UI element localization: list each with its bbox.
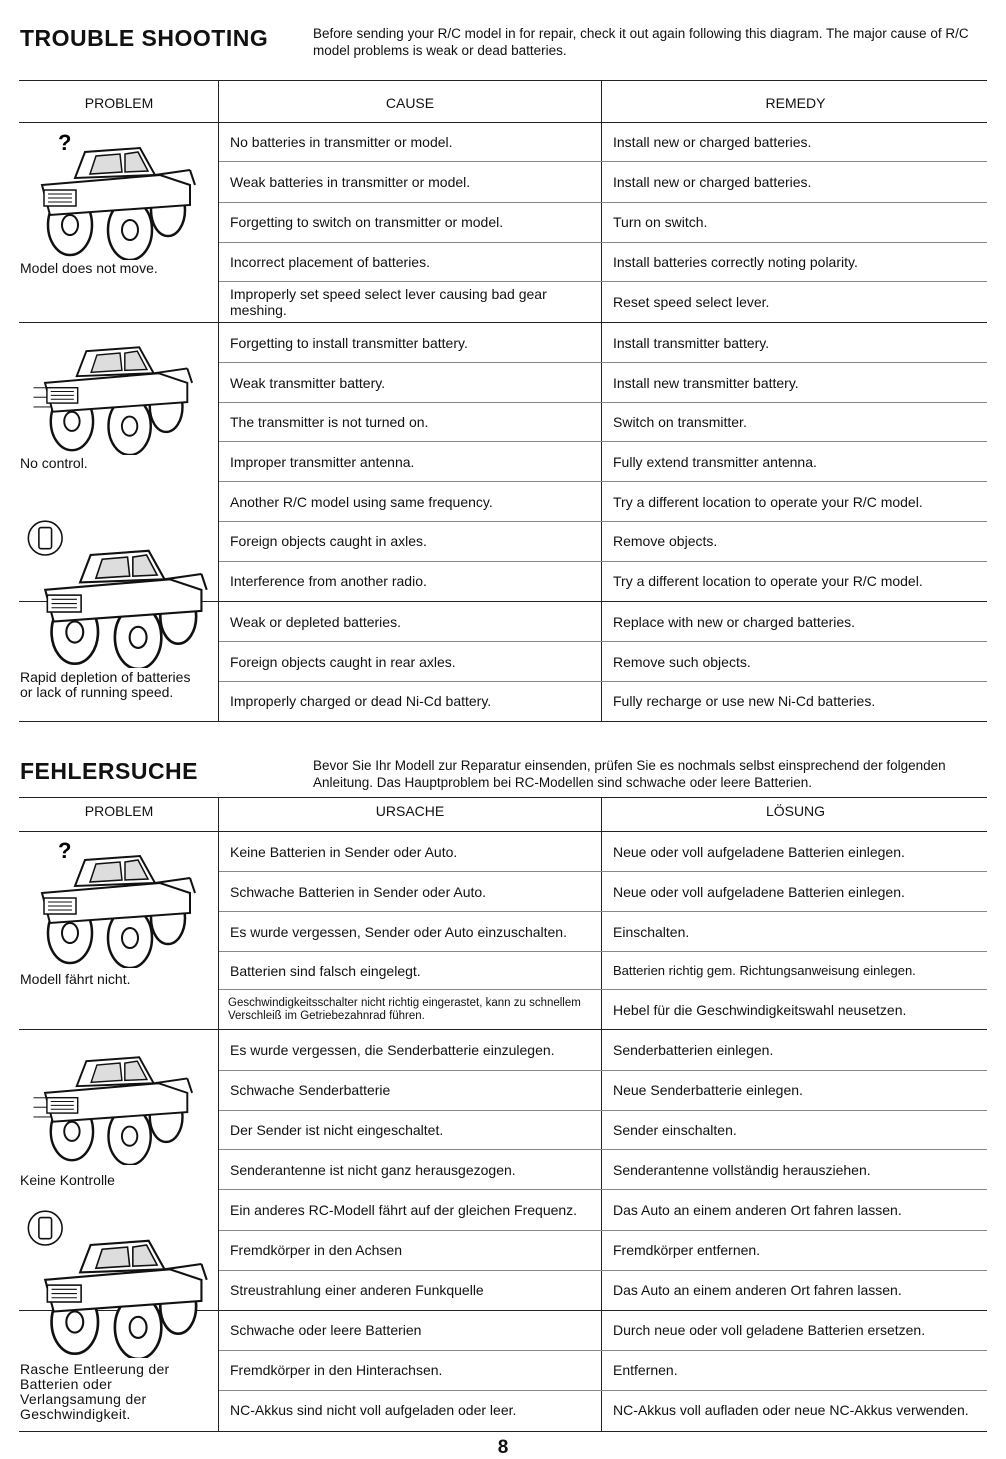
problem-label: Model does not move. <box>20 260 158 276</box>
cause-cell: Der Sender ist nicht eingeschaltet. <box>230 1122 444 1138</box>
cause-cell: Interference from another radio. <box>230 573 427 589</box>
remedy-cell: Sender einschalten. <box>613 1122 737 1138</box>
cause-cell: Weak transmitter battery. <box>230 375 386 391</box>
remedy-cell: Fully extend transmitter antenna. <box>613 454 817 470</box>
table-border-top <box>19 80 987 81</box>
cause-cell: Streustrahlung einer anderen Funkquelle <box>230 1282 484 1298</box>
problem-label: Rasche Entleerung der Batterien oder Verlangsamung der Geschwindigkeit. <box>20 1361 170 1422</box>
cause-cell: Keine Batterien in Sender oder Auto. <box>230 844 458 860</box>
header-cause: CAUSE <box>385 95 435 111</box>
column-divider <box>218 80 219 721</box>
cause-cell: Improperly set speed select lever causing bad gear meshing. <box>230 286 547 318</box>
cause-cell: Improperly charged or dead Ni-Cd battery. <box>230 693 492 709</box>
problem-label: Rapid depletion of batteries or lack of running speed. <box>20 669 191 700</box>
remedy-cell: Reset speed select lever. <box>613 294 770 310</box>
remedy-cell: Neue Senderbatterie einlegen. <box>613 1082 803 1098</box>
cause-cell: Another R/C model using same frequency. <box>230 494 493 510</box>
cause-cell: Weak batteries in transmitter or model. <box>230 174 471 190</box>
cause-cell: Foreign objects caught in rear axles. <box>230 654 456 670</box>
remedy-cell: Neue oder voll aufgeladene Batterien einlegen. <box>613 884 905 900</box>
cause-cell: Incorrect placement of batteries. <box>230 254 430 270</box>
remedy-cell: Einschalten. <box>613 924 690 940</box>
header-problem: PROBLEM <box>84 95 154 111</box>
table-border-bottom <box>19 1431 987 1432</box>
problem-label: Keine Kontrolle <box>20 1172 115 1188</box>
column-divider <box>601 80 602 721</box>
page-number: 8 <box>497 1437 509 1458</box>
truck-illustration <box>30 1040 210 1165</box>
truck-illustration <box>22 518 212 668</box>
cause-cell: Es wurde vergessen, Sender oder Auto einzuschalten. <box>230 924 567 940</box>
cause-cell: Fremdkörper in den Hinterachsen. <box>230 1362 443 1378</box>
cause-cell: No batteries in transmitter or model. <box>230 134 453 150</box>
cause-cell: Fremdkörper in den Achsen <box>230 1242 402 1258</box>
cause-cell: Es wurde vergessen, die Senderbatterie einzulegen. <box>230 1042 555 1058</box>
truck-illustration <box>30 130 210 260</box>
cause-cell: Schwache oder leere Batterien <box>230 1322 422 1338</box>
section-title-german: FEHLERSUCHE <box>20 758 199 784</box>
remedy-cell: Entfernen. <box>613 1362 678 1378</box>
remedy-cell: NC-Akkus voll aufladen oder neue NC-Akkus verwenden. <box>613 1402 969 1418</box>
truck-illustration <box>30 838 210 968</box>
intro-text-german: Bevor Sie Ihr Modell zur Reparatur einsenden, prüfen Sie es nochmals selbst einsprechend der folgenden Anleitung. Das Hauptproblem bei RC-Modellen sind schwache oder leere Batterien. <box>313 758 946 790</box>
header-problem: PROBLEM <box>84 803 154 819</box>
svg-text:?: ? <box>58 130 72 155</box>
remedy-cell: Install transmitter battery. <box>613 335 770 351</box>
remedy-cell: Install new or charged batteries. <box>613 174 812 190</box>
remedy-cell: Hebel für die Geschwindigkeitswahl neusetzen. <box>613 1002 907 1018</box>
header-cause: URSACHE <box>375 803 445 819</box>
cause-cell: The transmitter is not turned on. <box>230 414 429 430</box>
cause-cell: Forgetting to install transmitter battery. <box>230 335 468 351</box>
intro-text-english: Before sending your R/C model in for repair, check it out again following this diagram. The major cause of R/C model problems is weak or dead batteries. <box>313 26 969 58</box>
remedy-cell: Fully recharge or use new Ni-Cd batteries. <box>613 693 876 709</box>
cause-cell: NC-Akkus sind nicht voll aufgeladen oder leer. <box>230 1402 517 1418</box>
remedy-cell: Try a different location to operate your R/C model. <box>613 573 923 589</box>
cause-cell: Schwache Senderbatterie <box>230 1082 391 1098</box>
cause-cell: Ein anderes RC-Modell fährt auf der gleichen Frequenz. <box>230 1202 578 1218</box>
truck-illustration <box>30 330 210 455</box>
remedy-cell: Install new transmitter battery. <box>613 375 799 391</box>
remedy-cell: Replace with new or charged batteries. <box>613 614 856 630</box>
remedy-cell: Install batteries correctly noting polarity. <box>613 254 858 270</box>
cause-cell: Geschwindigkeitsschalter nicht richtig eingerastet, kann zu schnellem Verschleiß im Getriebezahnrad führen. <box>228 997 581 1022</box>
remedy-cell: Senderbatterien einlegen. <box>613 1042 774 1058</box>
cause-cell: Foreign objects caught in axles. <box>230 533 427 549</box>
remedy-cell: Remove such objects. <box>613 654 751 670</box>
cause-cell: Senderantenne ist nicht ganz herausgezogen. <box>230 1162 516 1178</box>
cause-cell: Forgetting to switch on transmitter or model. <box>230 214 504 230</box>
table-border-bottom <box>19 721 987 722</box>
column-divider <box>601 797 602 1431</box>
cause-cell: Batterien sind falsch eingelegt. <box>230 963 421 979</box>
cause-cell: Weak or depleted batteries. <box>230 614 401 630</box>
remedy-cell: Install new or charged batteries. <box>613 134 812 150</box>
column-divider <box>218 797 219 1431</box>
problem-label: No control. <box>20 455 88 471</box>
remedy-cell: Switch on transmitter. <box>613 414 747 430</box>
remedy-cell: Senderantenne vollständig herausziehen. <box>613 1162 871 1178</box>
section-title-english: TROUBLE SHOOTING <box>20 25 269 51</box>
remedy-cell: Fremdkörper entfernen. <box>613 1242 761 1258</box>
header-remedy: LÖSUNG <box>765 803 826 819</box>
remedy-cell: Try a different location to operate your R/C model. <box>613 494 923 510</box>
remedy-cell: Turn on switch. <box>613 214 708 230</box>
problem-label: Modell fährt nicht. <box>20 971 131 987</box>
header-remedy: REMEDY <box>765 95 826 111</box>
truck-illustration <box>22 1208 212 1358</box>
remedy-cell: Batterien richtig gem. Richtungsanweisung einlegen. <box>613 963 916 978</box>
remedy-cell: Neue oder voll aufgeladene Batterien einlegen. <box>613 844 905 860</box>
remedy-cell: Remove objects. <box>613 533 718 549</box>
cause-cell: Schwache Batterien in Sender oder Auto. <box>230 884 487 900</box>
remedy-cell: Das Auto an einem anderen Ort fahren lassen. <box>613 1282 902 1298</box>
svg-text:?: ? <box>58 838 72 863</box>
cause-cell: Improper transmitter antenna. <box>230 454 415 470</box>
remedy-cell: Das Auto an einem anderen Ort fahren lassen. <box>613 1202 902 1218</box>
remedy-cell: Durch neue oder voll geladene Batterien ersetzen. <box>613 1322 926 1338</box>
table-border-top <box>19 797 987 798</box>
